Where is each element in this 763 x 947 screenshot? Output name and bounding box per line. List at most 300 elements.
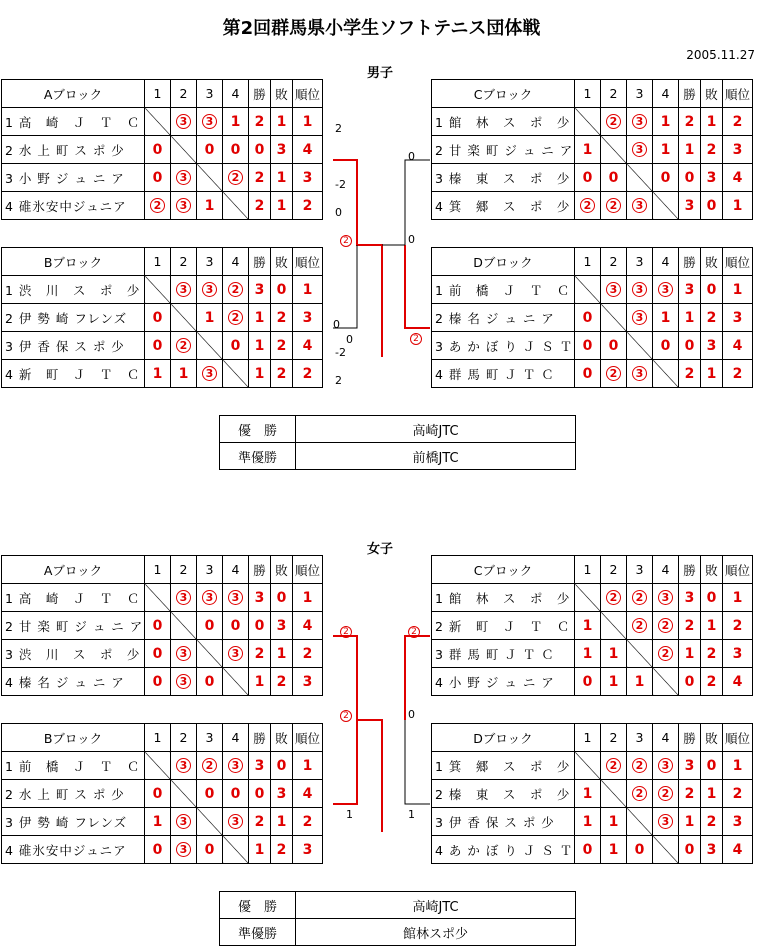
col-win: 勝 bbox=[249, 724, 271, 752]
loss-count: 0 bbox=[701, 276, 723, 304]
rank-value: 2 bbox=[723, 780, 753, 808]
col-4: 4 bbox=[223, 556, 249, 584]
col-1: 1 bbox=[145, 248, 171, 276]
col-2: 2 bbox=[601, 724, 627, 752]
col-4: 4 bbox=[223, 248, 249, 276]
rank-value: 4 bbox=[293, 332, 323, 360]
score-value: 1 bbox=[582, 813, 593, 830]
circled-score: 2 bbox=[606, 198, 621, 213]
col-3: 3 bbox=[627, 724, 653, 752]
girls-score-label: 1 bbox=[346, 808, 353, 821]
team-name: 3 榛 東 ス ポ 少 bbox=[432, 164, 575, 192]
col-rank: 順位 bbox=[723, 248, 753, 276]
score-value: 0 bbox=[582, 169, 593, 186]
loss-count: 2 bbox=[701, 640, 723, 668]
champion-value: 高崎JTC bbox=[296, 892, 576, 919]
rank-value: 1 bbox=[723, 584, 753, 612]
score-value: 0 bbox=[204, 785, 215, 802]
team-name: 3 群 馬 町 Ｊ Ｔ Ｃ bbox=[432, 640, 575, 668]
score-value: 1 bbox=[582, 617, 593, 634]
score-value: 0 bbox=[152, 617, 163, 634]
circled-score: 3 bbox=[632, 282, 647, 297]
champion-row bbox=[220, 892, 576, 919]
score-value: 0 bbox=[582, 337, 593, 354]
girls-score-label: 0 bbox=[408, 708, 415, 721]
loss-count: 3 bbox=[271, 780, 293, 808]
team-name: 2 水 上 町 ス ポ 少 bbox=[2, 136, 145, 164]
loss-count: 2 bbox=[701, 808, 723, 836]
col-4: 4 bbox=[223, 80, 249, 108]
col-win: 勝 bbox=[679, 80, 701, 108]
loss-count: 1 bbox=[271, 108, 293, 136]
loss-count: 2 bbox=[701, 136, 723, 164]
loss-count: 2 bbox=[271, 332, 293, 360]
team-name: 1 箕 郷 ス ポ 少 bbox=[432, 752, 575, 780]
boys-score-label: 0 bbox=[408, 150, 415, 163]
win-count: 2 bbox=[679, 108, 701, 136]
circled-score: 2 bbox=[228, 282, 243, 297]
col-3: 3 bbox=[627, 248, 653, 276]
score-value: 0 bbox=[230, 785, 241, 802]
score-value: 0 bbox=[204, 841, 215, 858]
circled-score: 3 bbox=[632, 198, 647, 213]
circled-score: 2 bbox=[632, 758, 647, 773]
team-name: 1 高 崎 Ｊ Ｔ Ｃ bbox=[2, 108, 145, 136]
circled-score: 3 bbox=[632, 142, 647, 157]
team-name: 2 甘 楽 町 ジ ュ ニ ア bbox=[432, 136, 575, 164]
rank-value: 1 bbox=[293, 276, 323, 304]
circled-score: 3 bbox=[202, 366, 217, 381]
circled-score: 2 bbox=[228, 170, 243, 185]
rank-value: 3 bbox=[293, 836, 323, 864]
team-name: 3 伊 勢 崎 フレンズ bbox=[2, 808, 145, 836]
win-count: 2 bbox=[249, 108, 271, 136]
team-name: 2 伊 勢 崎 フレンズ bbox=[2, 304, 145, 332]
score-value: 1 bbox=[608, 673, 619, 690]
team-name: 1 渋 川 ス ポ 少 bbox=[2, 276, 145, 304]
col-2: 2 bbox=[601, 556, 627, 584]
team-name: 3 伊 香 保 ス ポ 少 bbox=[432, 808, 575, 836]
boys-right-bottom-line bbox=[405, 245, 430, 328]
score-value: 1 bbox=[634, 673, 645, 690]
circled-score: 2 bbox=[228, 310, 243, 325]
rank-value: 3 bbox=[723, 808, 753, 836]
col-loss: 敗 bbox=[701, 248, 723, 276]
block-name: Cブロック bbox=[432, 80, 575, 108]
block-name: Cブロック bbox=[432, 556, 575, 584]
col-1: 1 bbox=[145, 80, 171, 108]
col-rank: 順位 bbox=[723, 556, 753, 584]
circled-score: 3 bbox=[632, 366, 647, 381]
rank-value: 3 bbox=[293, 304, 323, 332]
block-name: Bブロック bbox=[2, 724, 145, 752]
win-count: 3 bbox=[249, 276, 271, 304]
rank-value: 1 bbox=[723, 276, 753, 304]
circled-score: 3 bbox=[228, 814, 243, 829]
girls-score-label: 1 bbox=[408, 808, 415, 821]
col-1: 1 bbox=[145, 556, 171, 584]
col-loss: 敗 bbox=[271, 556, 293, 584]
win-count: 0 bbox=[249, 612, 271, 640]
col-1: 1 bbox=[575, 724, 601, 752]
team-name: 3 あ か ぼ り Ｊ Ｓ Ｔ bbox=[432, 332, 575, 360]
boys-results-table bbox=[219, 415, 576, 470]
score-value: 1 bbox=[660, 309, 671, 326]
circled-score: 3 bbox=[176, 674, 191, 689]
rank-value: 1 bbox=[723, 192, 753, 220]
col-rank: 順位 bbox=[293, 724, 323, 752]
score-value: 0 bbox=[582, 841, 593, 858]
win-count: 3 bbox=[249, 584, 271, 612]
circled-score: 2 bbox=[176, 338, 191, 353]
circled-score: 3 bbox=[176, 646, 191, 661]
score-value: 0 bbox=[204, 141, 215, 158]
girls-left-bottom-line bbox=[333, 720, 357, 804]
col-3: 3 bbox=[197, 248, 223, 276]
score-value: 0 bbox=[152, 337, 163, 354]
score-value: 0 bbox=[660, 337, 671, 354]
team-name: 1 前 橋 Ｊ Ｔ Ｃ bbox=[2, 752, 145, 780]
boys-score-label: 0 bbox=[333, 318, 340, 331]
circled-score: 3 bbox=[228, 758, 243, 773]
runner-up-label: 準優勝 bbox=[220, 919, 296, 946]
girls-section-title: 女子 bbox=[366, 542, 393, 557]
score-value: 1 bbox=[660, 113, 671, 130]
circled-score: 3 bbox=[632, 310, 647, 325]
rank-value: 1 bbox=[293, 108, 323, 136]
loss-count: 1 bbox=[271, 640, 293, 668]
score-value: 0 bbox=[608, 169, 619, 186]
loss-count: 1 bbox=[701, 780, 723, 808]
win-count: 1 bbox=[249, 360, 271, 388]
score-value: 0 bbox=[582, 309, 593, 326]
score-value: 1 bbox=[178, 365, 189, 382]
rank-value: 3 bbox=[293, 668, 323, 696]
loss-count: 3 bbox=[701, 164, 723, 192]
champion-label: 優 勝 bbox=[220, 892, 296, 919]
col-1: 1 bbox=[575, 80, 601, 108]
team-name: 3 小 野 ジ ュ ニ ア bbox=[2, 164, 145, 192]
win-count: 2 bbox=[249, 808, 271, 836]
score-value: 0 bbox=[230, 617, 241, 634]
col-4: 4 bbox=[653, 248, 679, 276]
win-count: 1 bbox=[679, 136, 701, 164]
team-name: 1 前 橋 Ｊ Ｔ Ｃ bbox=[432, 276, 575, 304]
boys-score-label: -2 bbox=[335, 178, 346, 191]
circled-score: 3 bbox=[176, 170, 191, 185]
rank-value: 3 bbox=[723, 304, 753, 332]
col-loss: 敗 bbox=[701, 724, 723, 752]
loss-count: 3 bbox=[271, 136, 293, 164]
circled-score: 3 bbox=[202, 114, 217, 129]
boys-left-bottom-line bbox=[333, 245, 357, 328]
rank-value: 1 bbox=[293, 752, 323, 780]
girls-score-label: 2 bbox=[340, 708, 352, 722]
loss-count: 1 bbox=[701, 360, 723, 388]
score-value: 1 bbox=[582, 141, 593, 158]
team-name: 2 新 町 Ｊ Ｔ Ｃ bbox=[432, 612, 575, 640]
rank-value: 1 bbox=[723, 752, 753, 780]
rank-value: 2 bbox=[293, 192, 323, 220]
score-value: 0 bbox=[204, 673, 215, 690]
girls-score-label: 2 bbox=[408, 624, 420, 638]
circled-score: 2 bbox=[150, 198, 165, 213]
boys-score-label: 0 bbox=[346, 333, 353, 346]
win-count: 3 bbox=[679, 752, 701, 780]
score-value: 1 bbox=[230, 113, 241, 130]
win-count: 0 bbox=[679, 668, 701, 696]
boys-score-label: 0 bbox=[335, 206, 342, 219]
boys-section-title: 男子 bbox=[366, 66, 393, 81]
loss-count: 2 bbox=[701, 668, 723, 696]
rank-value: 2 bbox=[723, 612, 753, 640]
col-3: 3 bbox=[197, 80, 223, 108]
col-3: 3 bbox=[627, 80, 653, 108]
team-name: 4 榛 名 ジ ュ ニ ア bbox=[2, 668, 145, 696]
circled-score: 3 bbox=[176, 590, 191, 605]
rank-value: 4 bbox=[723, 668, 753, 696]
score-value: 0 bbox=[582, 365, 593, 382]
circled-score: 3 bbox=[658, 814, 673, 829]
col-2: 2 bbox=[601, 248, 627, 276]
circled-score: 3 bbox=[176, 758, 191, 773]
circled-score: 3 bbox=[606, 282, 621, 297]
loss-count: 3 bbox=[701, 332, 723, 360]
win-count: 3 bbox=[679, 584, 701, 612]
score-value: 1 bbox=[204, 197, 215, 214]
team-name: 4 碓氷安中ジュニア bbox=[2, 836, 145, 864]
loss-count: 1 bbox=[271, 192, 293, 220]
score-value: 0 bbox=[152, 673, 163, 690]
circled-score: 3 bbox=[176, 842, 191, 857]
loss-count: 0 bbox=[701, 584, 723, 612]
col-2: 2 bbox=[171, 724, 197, 752]
rank-value: 3 bbox=[723, 640, 753, 668]
loss-count: 0 bbox=[701, 752, 723, 780]
rank-value: 4 bbox=[723, 164, 753, 192]
circled-score: 2 bbox=[606, 366, 621, 381]
col-rank: 順位 bbox=[293, 556, 323, 584]
boys-score-label: 0 bbox=[408, 233, 415, 246]
circled-score: 3 bbox=[176, 114, 191, 129]
champion-value: 高崎JTC bbox=[296, 416, 576, 443]
score-value: 0 bbox=[152, 645, 163, 662]
rank-value: 2 bbox=[293, 808, 323, 836]
loss-count: 1 bbox=[701, 612, 723, 640]
circled-score: 2 bbox=[658, 618, 673, 633]
circled-score: 2 bbox=[658, 786, 673, 801]
team-name: 2 榛 東 ス ポ 少 bbox=[432, 780, 575, 808]
rank-value: 3 bbox=[723, 136, 753, 164]
col-1: 1 bbox=[575, 556, 601, 584]
score-value: 1 bbox=[152, 365, 163, 382]
loss-count: 2 bbox=[701, 304, 723, 332]
team-name: 4 碓氷安中ジュニア bbox=[2, 192, 145, 220]
win-count: 1 bbox=[249, 668, 271, 696]
block-name: Aブロック bbox=[2, 80, 145, 108]
score-value: 1 bbox=[582, 785, 593, 802]
score-value: 0 bbox=[204, 617, 215, 634]
runner-up-row bbox=[220, 919, 576, 946]
team-name: 3 伊 香 保 ス ポ 少 bbox=[2, 332, 145, 360]
circled-score: 2 bbox=[202, 758, 217, 773]
circled-score: 3 bbox=[202, 590, 217, 605]
rank-value: 2 bbox=[723, 360, 753, 388]
circled-score: 2 bbox=[580, 198, 595, 213]
circled-score: 3 bbox=[658, 590, 673, 605]
col-rank: 順位 bbox=[293, 248, 323, 276]
score-value: 0 bbox=[152, 309, 163, 326]
circled-score: 2 bbox=[632, 786, 647, 801]
runner-up-value: 前橋JTC bbox=[296, 443, 576, 470]
block-name: Dブロック bbox=[432, 724, 575, 752]
team-name: 2 水 上 町 ス ポ 少 bbox=[2, 780, 145, 808]
score-value: 1 bbox=[608, 645, 619, 662]
loss-count: 0 bbox=[701, 192, 723, 220]
loss-count: 2 bbox=[271, 836, 293, 864]
score-value: 1 bbox=[582, 645, 593, 662]
loss-count: 1 bbox=[271, 808, 293, 836]
col-2: 2 bbox=[171, 556, 197, 584]
champion-row bbox=[220, 416, 576, 443]
circled-score: 3 bbox=[176, 282, 191, 297]
col-win: 勝 bbox=[249, 248, 271, 276]
score-value: 0 bbox=[660, 169, 671, 186]
girls-right-bottom-line bbox=[405, 720, 430, 804]
rank-value: 4 bbox=[293, 136, 323, 164]
score-value: 1 bbox=[660, 141, 671, 158]
score-value: 0 bbox=[152, 841, 163, 858]
win-count: 1 bbox=[679, 808, 701, 836]
col-win: 勝 bbox=[679, 248, 701, 276]
win-count: 0 bbox=[679, 164, 701, 192]
win-count: 0 bbox=[679, 836, 701, 864]
loss-count: 2 bbox=[271, 668, 293, 696]
rank-value: 4 bbox=[723, 332, 753, 360]
col-2: 2 bbox=[171, 80, 197, 108]
loss-count: 2 bbox=[271, 360, 293, 388]
circled-score: 2 bbox=[658, 646, 673, 661]
col-loss: 敗 bbox=[271, 724, 293, 752]
rank-value: 4 bbox=[723, 836, 753, 864]
circled-score: 2 bbox=[632, 618, 647, 633]
win-count: 1 bbox=[679, 640, 701, 668]
loss-count: 3 bbox=[701, 836, 723, 864]
win-count: 2 bbox=[249, 192, 271, 220]
circled-score: 3 bbox=[228, 646, 243, 661]
circled-score: 2 bbox=[606, 114, 621, 129]
team-name: 1 高 崎 Ｊ Ｔ Ｃ bbox=[2, 584, 145, 612]
team-name: 4 箕 郷 ス ポ 少 bbox=[432, 192, 575, 220]
col-1: 1 bbox=[145, 724, 171, 752]
col-loss: 敗 bbox=[701, 80, 723, 108]
team-name: 2 榛 名 ジ ュ ニ ア bbox=[432, 304, 575, 332]
score-value: 1 bbox=[608, 841, 619, 858]
win-count: 1 bbox=[679, 304, 701, 332]
win-count: 1 bbox=[249, 836, 271, 864]
win-count: 0 bbox=[679, 332, 701, 360]
win-count: 2 bbox=[679, 612, 701, 640]
col-2: 2 bbox=[601, 80, 627, 108]
win-count: 2 bbox=[679, 780, 701, 808]
rank-value: 1 bbox=[293, 584, 323, 612]
col-3: 3 bbox=[197, 556, 223, 584]
team-name: 2 甘 楽 町 ジ ュ ニ ア bbox=[2, 612, 145, 640]
team-name: 1 館 林 ス ポ 少 bbox=[432, 108, 575, 136]
col-3: 3 bbox=[627, 556, 653, 584]
loss-count: 0 bbox=[271, 276, 293, 304]
boys-score-label: 2 bbox=[340, 233, 352, 247]
circled-score: 3 bbox=[176, 198, 191, 213]
circled-score: 3 bbox=[658, 758, 673, 773]
rank-value: 2 bbox=[293, 640, 323, 668]
score-value: 0 bbox=[152, 169, 163, 186]
runner-up-value: 館林スポ少 bbox=[296, 919, 576, 946]
col-loss: 敗 bbox=[271, 80, 293, 108]
circled-score: 3 bbox=[228, 590, 243, 605]
col-3: 3 bbox=[197, 724, 223, 752]
girls-results-table bbox=[219, 891, 576, 946]
circled-score: 2 bbox=[606, 590, 621, 605]
block-name: Dブロック bbox=[432, 248, 575, 276]
score-value: 0 bbox=[608, 337, 619, 354]
col-1: 1 bbox=[575, 248, 601, 276]
team-name: 4 あ か ぼ り Ｊ Ｓ Ｔ bbox=[432, 836, 575, 864]
col-4: 4 bbox=[653, 724, 679, 752]
col-4: 4 bbox=[653, 556, 679, 584]
rank-value: 2 bbox=[723, 108, 753, 136]
score-value: 0 bbox=[230, 141, 241, 158]
col-loss: 敗 bbox=[271, 248, 293, 276]
runner-up-label: 準優勝 bbox=[220, 443, 296, 470]
score-value: 0 bbox=[152, 141, 163, 158]
loss-count: 0 bbox=[271, 584, 293, 612]
win-count: 1 bbox=[249, 332, 271, 360]
loss-count: 0 bbox=[271, 752, 293, 780]
team-name: 4 新 町 Ｊ Ｔ Ｃ bbox=[2, 360, 145, 388]
loss-count: 1 bbox=[701, 108, 723, 136]
rank-value: 2 bbox=[293, 360, 323, 388]
circled-score: 2 bbox=[606, 758, 621, 773]
col-rank: 順位 bbox=[293, 80, 323, 108]
circled-score: 2 bbox=[632, 590, 647, 605]
rank-value: 4 bbox=[293, 612, 323, 640]
team-name: 1 館 林 ス ポ 少 bbox=[432, 584, 575, 612]
col-win: 勝 bbox=[249, 80, 271, 108]
champion-label: 優 勝 bbox=[220, 416, 296, 443]
circled-score: 3 bbox=[658, 282, 673, 297]
score-value: 1 bbox=[608, 813, 619, 830]
col-win: 勝 bbox=[249, 556, 271, 584]
col-4: 4 bbox=[223, 724, 249, 752]
win-count: 3 bbox=[679, 276, 701, 304]
runner-up-row bbox=[220, 443, 576, 470]
score-value: 0 bbox=[582, 673, 593, 690]
win-count: 0 bbox=[249, 780, 271, 808]
col-rank: 順位 bbox=[723, 80, 753, 108]
loss-count: 3 bbox=[271, 612, 293, 640]
circled-score: 3 bbox=[202, 282, 217, 297]
score-value: 0 bbox=[152, 785, 163, 802]
circled-score: 3 bbox=[176, 814, 191, 829]
rank-value: 3 bbox=[293, 164, 323, 192]
col-win: 勝 bbox=[679, 724, 701, 752]
win-count: 3 bbox=[679, 192, 701, 220]
circled-score: 3 bbox=[632, 114, 647, 129]
boys-score-label: -2 bbox=[335, 346, 346, 359]
win-count: 1 bbox=[249, 304, 271, 332]
boys-score-label: 2 bbox=[410, 331, 422, 345]
